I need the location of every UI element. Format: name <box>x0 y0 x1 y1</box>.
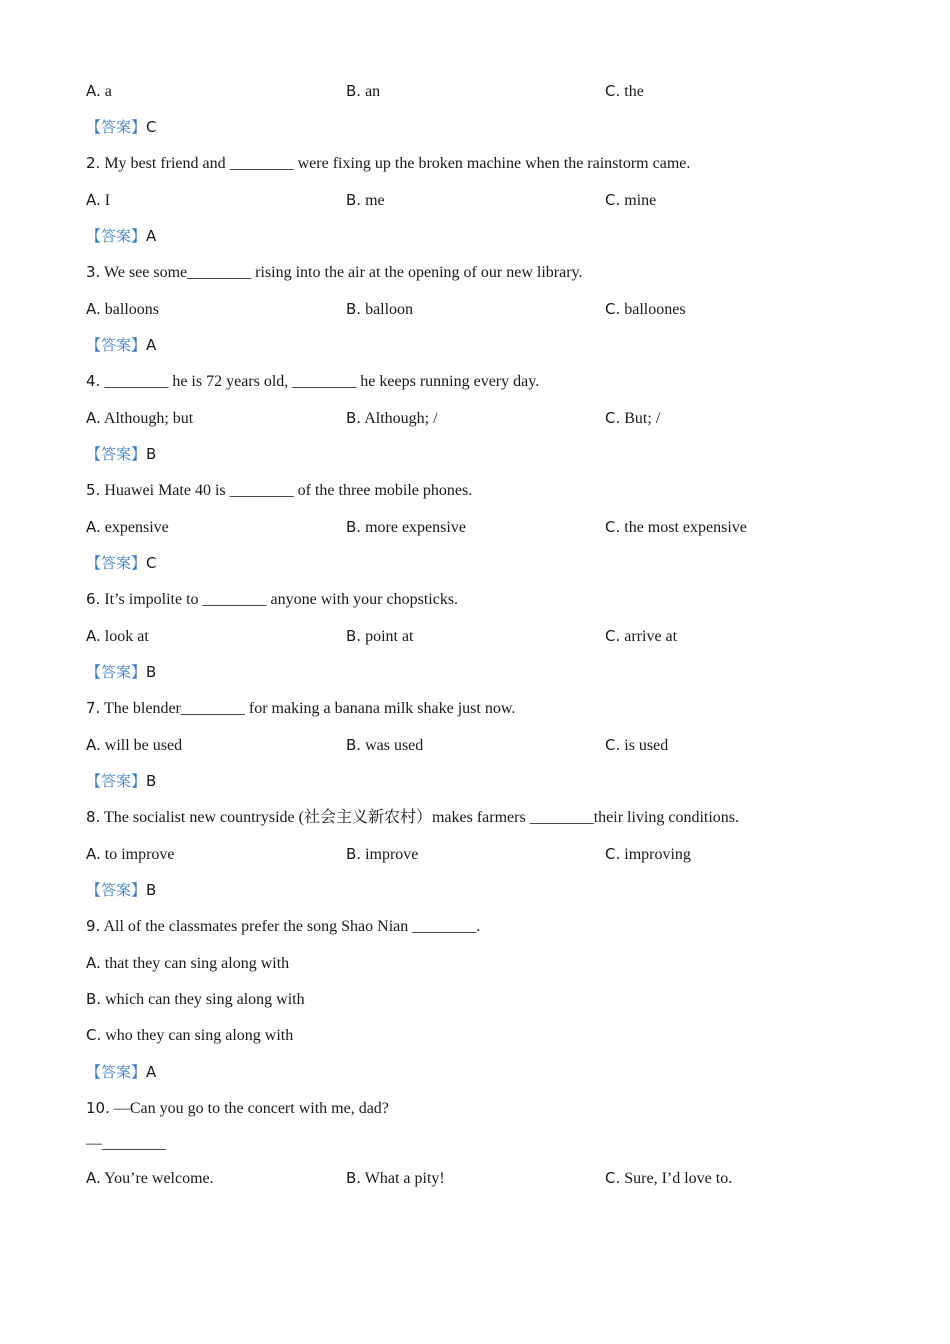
option-letter: A. <box>86 954 101 972</box>
q2-option-c <box>605 190 656 211</box>
question-text: The socialist new countryside (社会主义新农村）makes farmers ________their living conditions. <box>104 809 740 826</box>
q3-answer <box>86 335 156 356</box>
answer-value: A <box>146 227 157 245</box>
answer-tag: 【答案】 <box>86 336 147 354</box>
answer-tag: 【答案】 <box>86 772 147 790</box>
q4-option-b <box>346 408 438 429</box>
question-number: 6. <box>86 590 101 608</box>
option-letter: B. <box>346 300 362 318</box>
question-text: —Can you go to the concert with me, dad? <box>113 1100 389 1117</box>
option-text: more expensive <box>365 519 466 536</box>
option-text: point at <box>365 628 414 645</box>
answer-tag: 【答案】 <box>86 445 147 463</box>
option-text: Sure, I’d love to. <box>624 1170 733 1187</box>
question-text: My best friend and ________ were fixing up the broken machine when the rainstorm came. <box>104 155 691 172</box>
question-number: 10. <box>86 1099 110 1117</box>
option-text: which can they sing along with <box>105 991 305 1008</box>
answer-tag: 【答案】 <box>86 227 147 245</box>
option-letter: C. <box>605 845 621 863</box>
option-text: me <box>365 192 385 209</box>
option-letter: A. <box>86 191 101 209</box>
q4-question <box>86 371 539 392</box>
q3-question <box>86 262 582 283</box>
q7-question <box>86 698 515 719</box>
question-number: 5. <box>86 481 101 499</box>
q6-option-c <box>605 626 677 647</box>
option-text: will be used <box>104 737 183 754</box>
q7-option-c <box>605 735 668 756</box>
option-letter: B. <box>346 518 362 536</box>
option-text: expensive <box>104 519 169 536</box>
option-letter: C. <box>605 627 621 645</box>
q7-option-a <box>86 735 182 756</box>
option-text: improving <box>624 846 691 863</box>
question-text: Huawei Mate 40 is ________ of the three mobile phones. <box>104 482 473 499</box>
q3-option-a <box>86 299 159 320</box>
q2-answer <box>86 226 156 247</box>
q1-option-c <box>605 81 644 102</box>
question-text: We see some________ rising into the air at the opening of our new library. <box>104 264 583 281</box>
question-number: 7. <box>86 699 101 717</box>
q1-answer <box>86 117 157 138</box>
question-text: All of the classmates prefer the song Shao Nian ________. <box>103 918 481 935</box>
answer-tag: 【答案】 <box>86 554 147 572</box>
answer-tag: 【答案】 <box>86 1063 147 1081</box>
option-letter: C. <box>605 191 621 209</box>
answer-value: B <box>146 881 157 899</box>
option-text: a <box>104 83 112 100</box>
option-text: You’re welcome. <box>104 1170 214 1187</box>
question-number: 8. <box>86 808 101 826</box>
q9-answer <box>86 1062 156 1083</box>
q5-option-a <box>86 517 169 538</box>
option-letter: B. <box>346 191 362 209</box>
option-text: improve <box>365 846 419 863</box>
q8-option-c <box>605 844 691 865</box>
q8-option-a <box>86 844 175 865</box>
option-text: to improve <box>104 846 175 863</box>
option-text: balloons <box>104 301 159 318</box>
option-letter: A. <box>86 736 101 754</box>
option-text: was used <box>365 737 424 754</box>
option-text: balloones <box>624 301 686 318</box>
option-letter: B. <box>346 845 362 863</box>
option-letter: A. <box>86 82 101 100</box>
option-text: I <box>104 192 111 209</box>
q5-answer <box>86 553 157 574</box>
q4-option-c <box>605 408 660 429</box>
answer-value: A <box>146 1063 157 1081</box>
option-text: an <box>365 83 381 100</box>
option-text: Although; / <box>364 410 438 427</box>
option-text: balloon <box>365 301 414 318</box>
q9-option-a <box>86 953 289 974</box>
option-letter: C. <box>605 409 621 427</box>
option-letter: C. <box>605 1169 621 1187</box>
option-letter: C. <box>605 736 621 754</box>
question-number: 4. <box>86 372 101 390</box>
answer-value: C <box>146 554 157 572</box>
q10-question <box>86 1098 389 1119</box>
option-letter: B. <box>346 1169 362 1187</box>
option-letter: C. <box>605 82 621 100</box>
option-letter: A. <box>86 1169 101 1187</box>
q7-answer <box>86 771 156 792</box>
q6-answer <box>86 662 156 683</box>
q8-question <box>86 807 739 828</box>
question-text: ________ he is 72 years old, ________ he keeps running every day. <box>104 373 540 390</box>
option-letter: A. <box>86 300 101 318</box>
option-text: that they can sing along with <box>104 955 290 972</box>
answer-value: B <box>146 445 157 463</box>
option-letter: C. <box>605 300 621 318</box>
option-text: mine <box>624 192 657 209</box>
question-number: 2. <box>86 154 101 172</box>
option-letter: B. <box>346 627 362 645</box>
option-letter: A. <box>86 845 101 863</box>
q1-option-a <box>86 81 112 102</box>
q4-answer <box>86 444 156 465</box>
option-text: arrive at <box>624 628 678 645</box>
q8-answer <box>86 880 156 901</box>
q9-option-c <box>86 1025 293 1046</box>
option-letter: A. <box>86 409 101 427</box>
q4-option-a <box>86 408 193 429</box>
q1-option-b <box>346 81 380 102</box>
option-text: But; / <box>624 410 661 427</box>
option-letter: B. <box>86 990 102 1008</box>
option-text: who they can sing along with <box>105 1027 294 1044</box>
q5-option-c <box>605 517 747 538</box>
q10-reply: —________ <box>86 1135 166 1152</box>
q6-option-a <box>86 626 149 647</box>
option-letter: B. <box>346 736 362 754</box>
q10-option-b <box>346 1168 445 1189</box>
q8-option-b <box>346 844 418 865</box>
q6-option-b <box>346 626 414 647</box>
question-text: The blender________ for making a banana milk shake just now. <box>104 700 516 717</box>
question-number: 3. <box>86 263 101 281</box>
q2-option-b <box>346 190 385 211</box>
option-letter: A. <box>86 627 101 645</box>
q2-option-a <box>86 190 110 211</box>
option-text: is used <box>624 737 669 754</box>
option-text: look at <box>104 628 149 645</box>
option-text: the most expensive <box>624 519 747 536</box>
option-letter: C. <box>86 1026 102 1044</box>
q5-question <box>86 480 472 501</box>
q10-option-a <box>86 1168 214 1189</box>
q7-option-b <box>346 735 423 756</box>
q10-option-c <box>605 1168 732 1189</box>
q3-option-b <box>346 299 413 320</box>
option-letter: B. <box>346 409 362 427</box>
answer-value: B <box>146 772 157 790</box>
option-text: the <box>624 83 644 100</box>
question-text: It’s impolite to ________ anyone with your chopsticks. <box>104 591 459 608</box>
answer-tag: 【答案】 <box>86 663 147 681</box>
answer-tag: 【答案】 <box>86 881 147 899</box>
answer-value: C <box>146 118 157 136</box>
option-letter: B. <box>346 82 362 100</box>
q2-question <box>86 153 690 174</box>
option-letter: C. <box>605 518 621 536</box>
option-text: What a pity! <box>364 1170 445 1187</box>
q5-option-b <box>346 517 466 538</box>
question-number: 9. <box>86 917 101 935</box>
option-letter: A. <box>86 518 101 536</box>
q6-question <box>86 589 458 610</box>
q9-option-b <box>86 989 305 1010</box>
answer-tag: 【答案】 <box>86 118 147 136</box>
option-text: Although; but <box>103 410 194 427</box>
answer-value: B <box>146 663 157 681</box>
q9-question <box>86 916 480 937</box>
q3-option-c <box>605 299 686 320</box>
answer-value: A <box>146 336 157 354</box>
